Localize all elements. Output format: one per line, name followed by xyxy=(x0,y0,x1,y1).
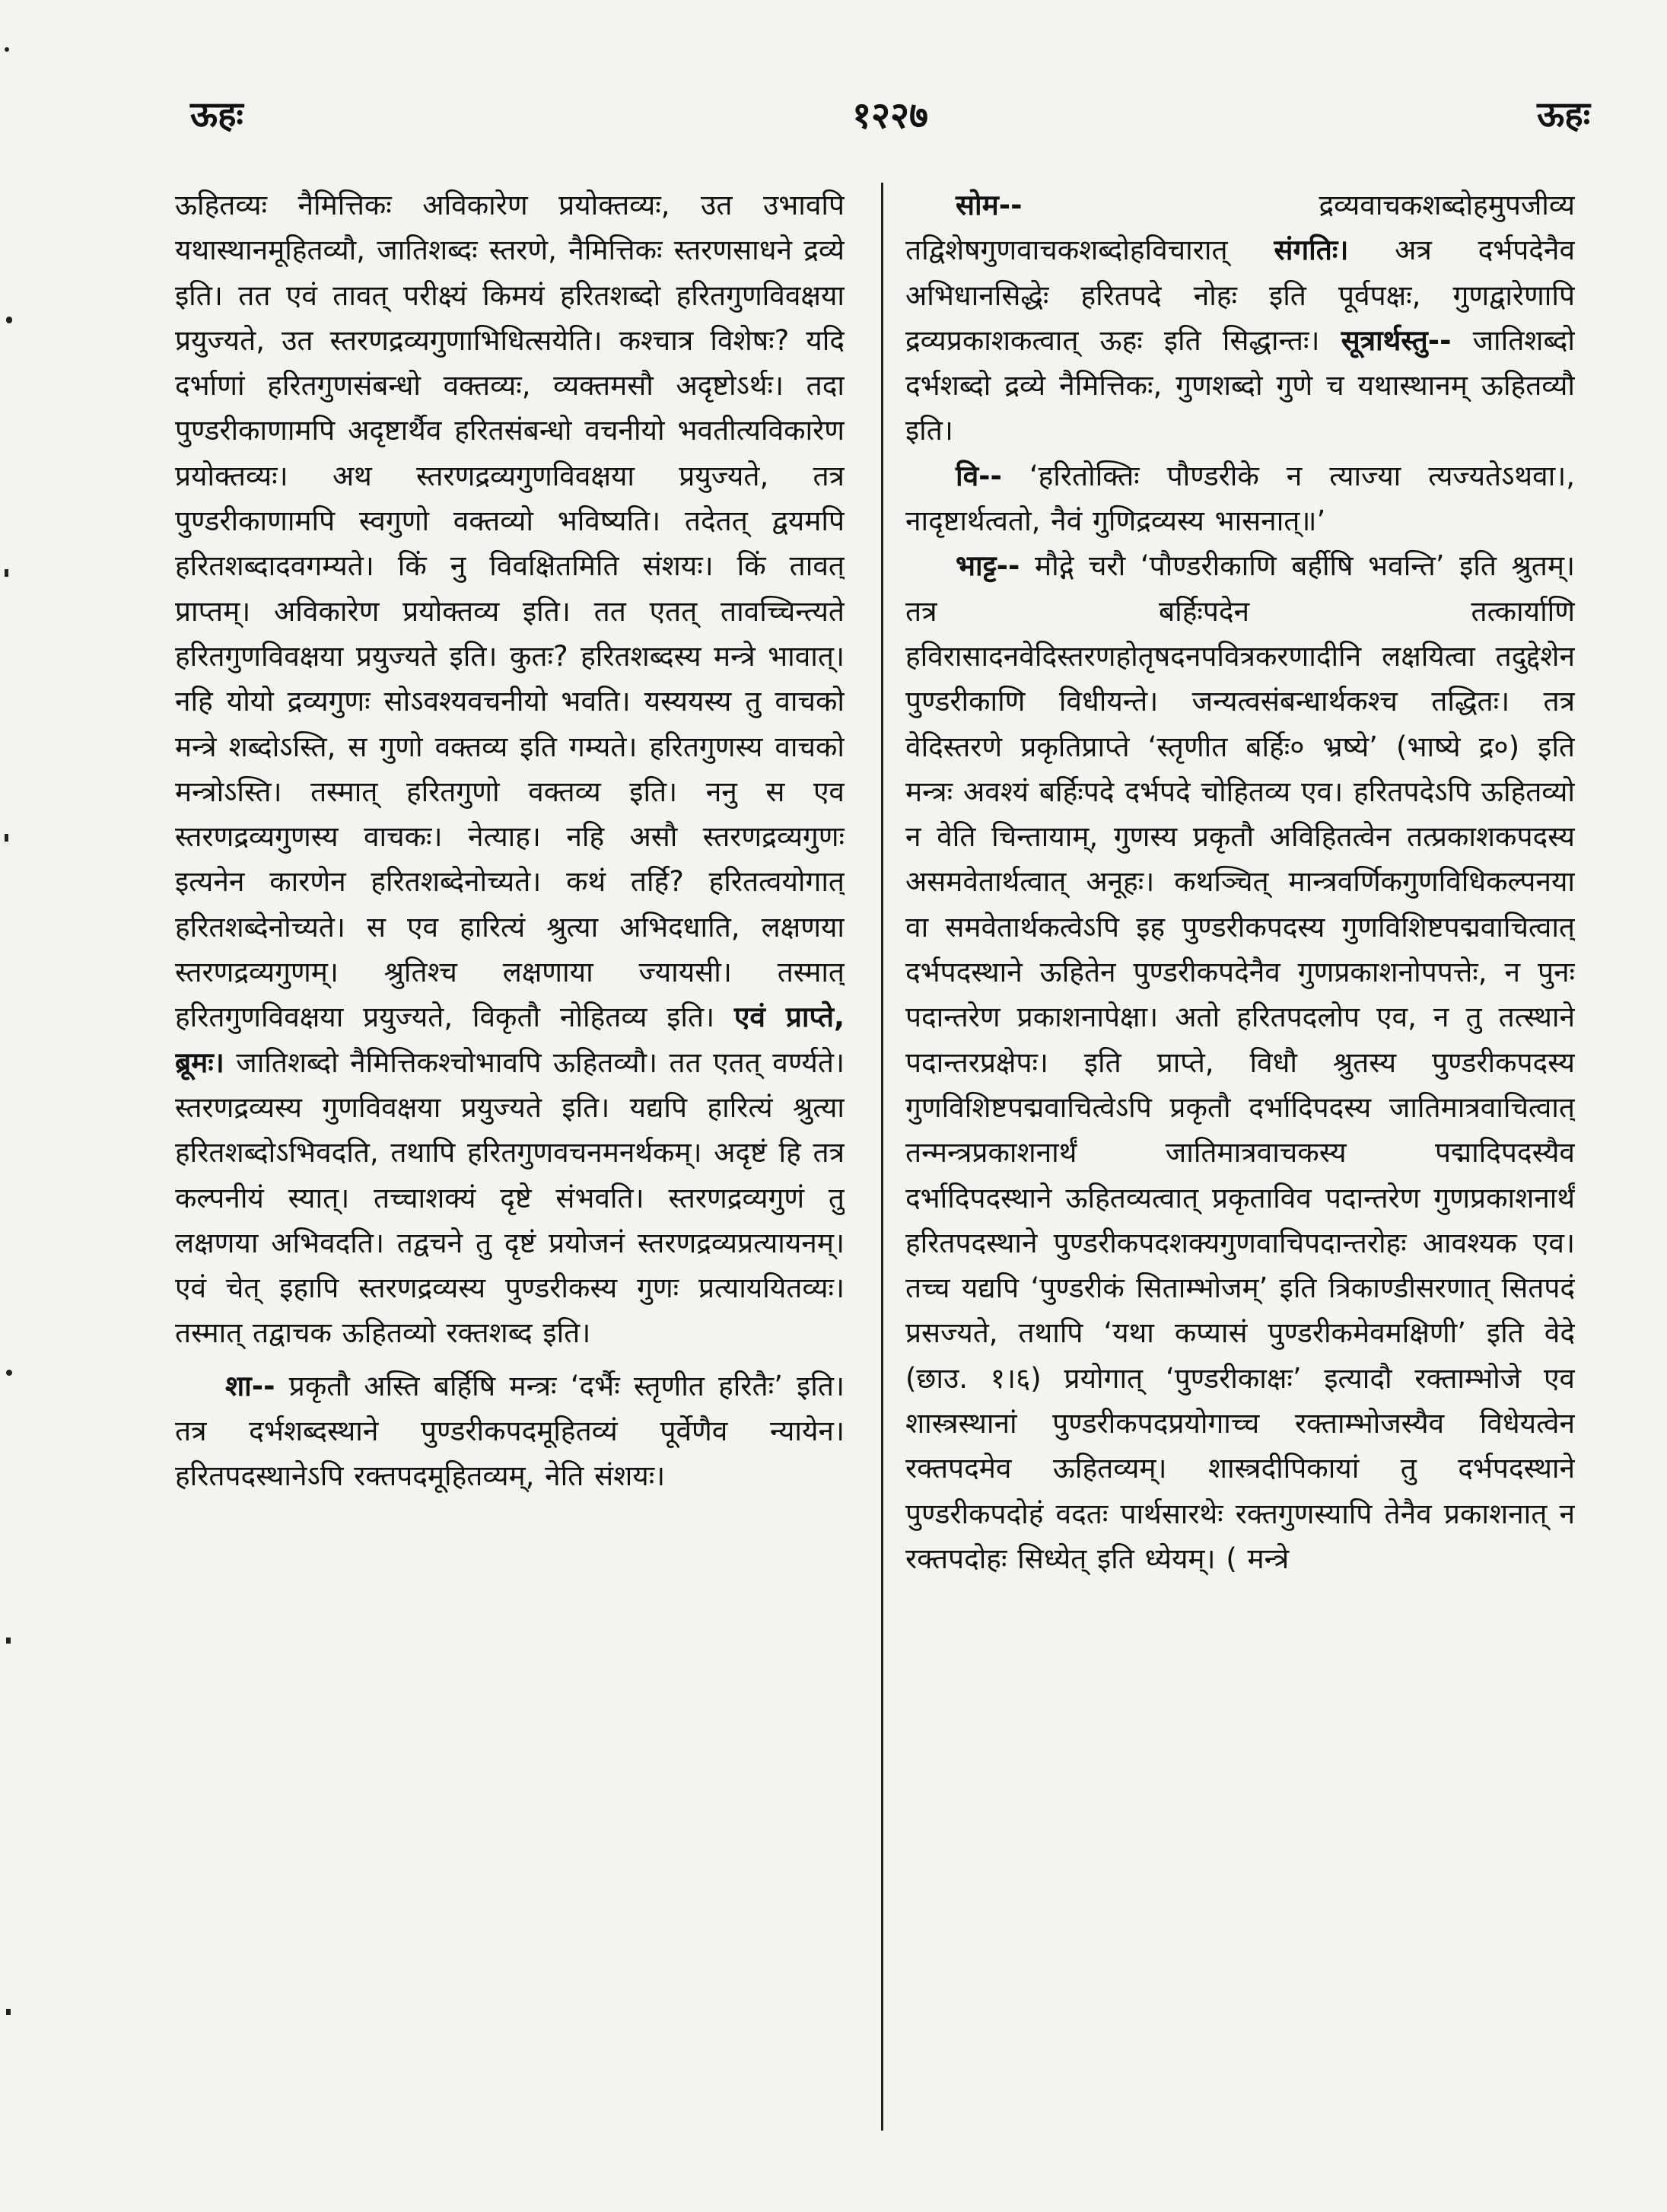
margin-speck xyxy=(6,1638,11,1644)
right-text-4: मौद्गे चरौ ‘पौण्डरीकाणि बर्हीषि भवन्ति’ इति श्रुतम्। तत्र बर्हिःपदेन तत्कार्याणि हविरासादनवेदिस्तरणहोतृषदनपवित्रकरणादीनि लक्षयित्वा तदुद्देशेन पुण्डरीकाणि विधीयन्ते। जन्यत्वसंबन्धार्थकश्च तद्धितः। तत्र वेदिस्तरणे प्रकृतिप्राप्ते ‘स्तृणीत बर्हिः० भ्रष्ये’ (भाष्ये द्र०) इति मन्त्रः अवश्यं बर्हिःपदे दर्भपदे चोहितव्य एव। हरितपदेऽपि ऊहितव्यो न वेति चिन्तायाम्, गुणस्य प्रकृतौ अविहितत्वेन तत्प्रकाशकपदस्य असमवेतार्थत्वात् अनूहः। कथञ्चित् मान्त्रवर्णिकगुणविधिकल्पनया वा समवेतार्थकत्वेऽपि इह पुण्डरीकपदस्य गुणविशिष्टपद्मवाचित्वात् दर्भपदस्थाने ऊहितेन पुण्डरीकपदेनैव गुणप्रकाशनोपपत्तेः, न पुनः पदान्तरेण प्रकाशनापेक्षा। अतो हरितपदलोप एव, न तु तत्स्थाने पदान्तरप्रक्षेपः। इति प्राप्ते, विधौ श्रुतस्य पुण्डरीकपदस्य गुणविशिष्टपद्मवाचित्वेऽपि प्रकृतौ दर्भादिपदस्य जातिमात्रवाचित्वात् तन्मन्त्रप्रकाशनार्थं जातिमात्रवाचकस्य पद्मादिपदस्यैव दर्भादिपदस्थाने ऊहितव्यत्वात् प्रकृताविव पदान्तरेण गुणप्रकाशनार्थं हरितपदस्थाने पुण्डरीकपदशक्यगुणवाचिपदान्तरोहः आवश्यक एव। तच्च यद्यपि ‘पुण्डरीकं सिताम्भोजम्’ इति त्रिकाण्डीसरणात् सितपदं प्रसज्यते, तथापि ‘यथा कप्यासं पुण्डरीकमेवमक्षिणी’ इति वेदे (छाउ. १।६) प्रयोगात् ‘पुण्डरीकाक्षः’ इत्यादौ रक्ताम्भोजे एव शास्त्रस्थानां पुण्डरीकपदप्रयोगाच्च रक्ताम्भोजस्यैव विधेयत्वेन रक्तपदमेव ऊहितव्यम्। शास्त्रदीपिकायां तु दर्भपदस्थाने पुण्डरीकपदोहं वदतः पार्थसारथेः रक्तगुणस्यापि तेनैव प्रकाशनात् न रक्तपदोहः सिध्येत् इति ध्येयम्। ( मन्त्रे xyxy=(905,549,1575,1575)
label-sangati: संगतिः। xyxy=(1274,234,1349,267)
label-vi: वि-- xyxy=(956,459,1002,492)
right-text-1a: द्रव्यवाचकशब्दोहमुपजीव्य तद्विशेषगुणवाचकशब्दोहविचारात् xyxy=(905,189,1575,267)
label-sutrartha: सूत्रार्थस्तु-- xyxy=(1341,323,1452,357)
right-text-3: ‘हरितोक्तिः पौण्डरीके न त्याज्या त्यज्यतेऽथवा।, नादृष्टार्थत्वतो, नैवं गुणिद्रव्यस्य भासनात्॥’ xyxy=(905,459,1575,538)
right-column xyxy=(905,183,1575,2131)
margin-speck xyxy=(5,834,8,842)
margin-speck xyxy=(6,1370,12,1376)
running-head-right: ऊहः xyxy=(1537,94,1590,135)
label-evam: एवं प्राप्ते, ब्रूमः। xyxy=(175,1001,845,1079)
margin-speck xyxy=(6,317,12,323)
margin-speck xyxy=(5,47,9,52)
page-header xyxy=(190,90,1590,143)
left-paragraph-1 xyxy=(175,183,845,1356)
label-soma: सोम-- xyxy=(956,189,1023,221)
left-column xyxy=(175,183,845,2131)
label-sha: शा-- xyxy=(225,1369,275,1402)
label-bhatta: भाट्ट-- xyxy=(956,549,1020,583)
column-divider xyxy=(881,183,883,2131)
left-text-1: ऊहितव्यः नैमित्तिकः अविकारेण प्रयोक्तव्यः, उत उभावपि यथास्थानमूहितव्यौ, जातिशब्दः स्तरणे, नैमित्तिकः स्तरणसाधने द्रव्ये इति। तत एवं तावत् परीक्ष्यं किमयं हरितशब्दो हरितगुणविवक्षया प्रयुज्यते, उत स्तरणद्रव्यगुणाभिधित्सयेति। कश्चात्र विशेषः? यदि दर्भाणां हरितगुणसंबन्धो वक्तव्यः, व्यक्तमसौ अदृष्टोऽर्थः। तदा पुण्डरीकाणामपि अदृष्टार्थैव हरितसंबन्धो वचनीयो भवतीत्यविकारेण प्रयोक्तव्यः। अथ स्तरणद्रव्यगुणविवक्षया प्रयुज्यते, तत्र पुण्डरीकाणामपि स्वगुणो वक्तव्यो भविष्यति। तदेतत् द्वयमपि हरितशब्दादवगम्यते। किं नु विवक्षितमिति संशयः। किं तावत् प्राप्तम्। अविकारेण प्रयोक्तव्य इति। तत एतत् तावच्चिन्त्यते हरितगुणविवक्षया प्रयुज्यते इति। कुतः? हरितशब्दस्य मन्त्रे भावात्। नहि योयो द्रव्यगुणः सोऽवश्यवचनीयो भवति। यस्ययस्य तु वाचको मन्त्रे शब्दोऽस्ति, स गुणो वक्तव्य इति गम्यते। हरितगुणस्य वाचको मन्त्रोऽस्ति। तस्मात् हरितगुणो वक्तव्य इति। ननु स एव स्तरणद्रव्यगुणस्य वाचकः। नेत्याह। नहि असौ स्तरणद्रव्यगुणः इत्यनेन कारणेन हरितशब्देनोच्यते। कथं तर्हि? हरितत्वयोगात् हरितशब्देनोच्यते। स एव हारित्यं श्रुत्या अभिदधाति, लक्षणया स्तरणद्रव्यगुणम्। श्रुतिश्च लक्षणाया ज्यायसी। तस्मात् हरितगुणविवक्षया प्रयुज्यते, विकृतौ नोहितव्य इति। xyxy=(175,189,845,1034)
right-text-2: जातिशब्दो दर्भशब्दो द्रव्ये नैमित्तिकः, गुणशब्दो गुणे च यथास्थानम् ऊहितव्यौ इति। xyxy=(905,323,1575,447)
page-number: १२२७ xyxy=(852,94,928,137)
right-paragraph-1 xyxy=(905,183,1575,454)
right-paragraph-3 xyxy=(905,543,1575,1581)
margin-speck xyxy=(6,2009,11,2015)
running-head-left: ऊहः xyxy=(190,94,243,135)
right-text-1b: अत्र दर्भपदेनैव अभिधानसिद्धेः हरितपदे नोहः इति पूर्वपक्षः, गुणद्वारेणापि द्रव्यप्रकाशकत्वात् ऊहः इति सिद्धान्तः। xyxy=(905,234,1575,357)
right-paragraph-2 xyxy=(905,454,1575,544)
left-text-2: प्रकृतौ अस्ति बर्हिषि मन्त्रः ‘दर्भैः स्तृणीत हरितैः’ इति। तत्र दर्भशब्दस्थाने पुण्डरीकपदमूहितव्यं पूर्वेणैव न्यायेन। हरितपदस्थानेऽपि रक्तपदमूहितव्यम्, नेति संशयः। xyxy=(175,1369,845,1493)
left-text-1b: जातिशब्दो नैमित्तिकश्चोभावपि ऊहितव्यौ। तत एतत् वर्ण्यते। स्तरणद्रव्यस्य गुणविवक्षया प्रयुज्यते इति। यद्यपि हारित्यं श्रुत्या हरितशब्दोऽभिवदति, तथापि हरितगुणवचनमनर्थकम्। अदृष्टं हि तत्र कल्पनीयं स्यात्। तच्चाशक्यं दृष्टे संभवति। स्तरणद्रव्यगुणं तु लक्षणया अभिवदति। तद्वचने तु दृष्टं प्रयोजनं स्तरणद्रव्यप्रत्यायनम्। एवं चेत् इहापि स्तरणद्रव्यस्य पुण्डरीकस्य गुणः प्रत्याययितव्यः। तस्मात् तद्वाचक ऊहितव्यो रक्तशब्द इति। xyxy=(175,1046,845,1350)
margin-speck xyxy=(5,569,8,577)
left-paragraph-2 xyxy=(175,1364,845,1499)
